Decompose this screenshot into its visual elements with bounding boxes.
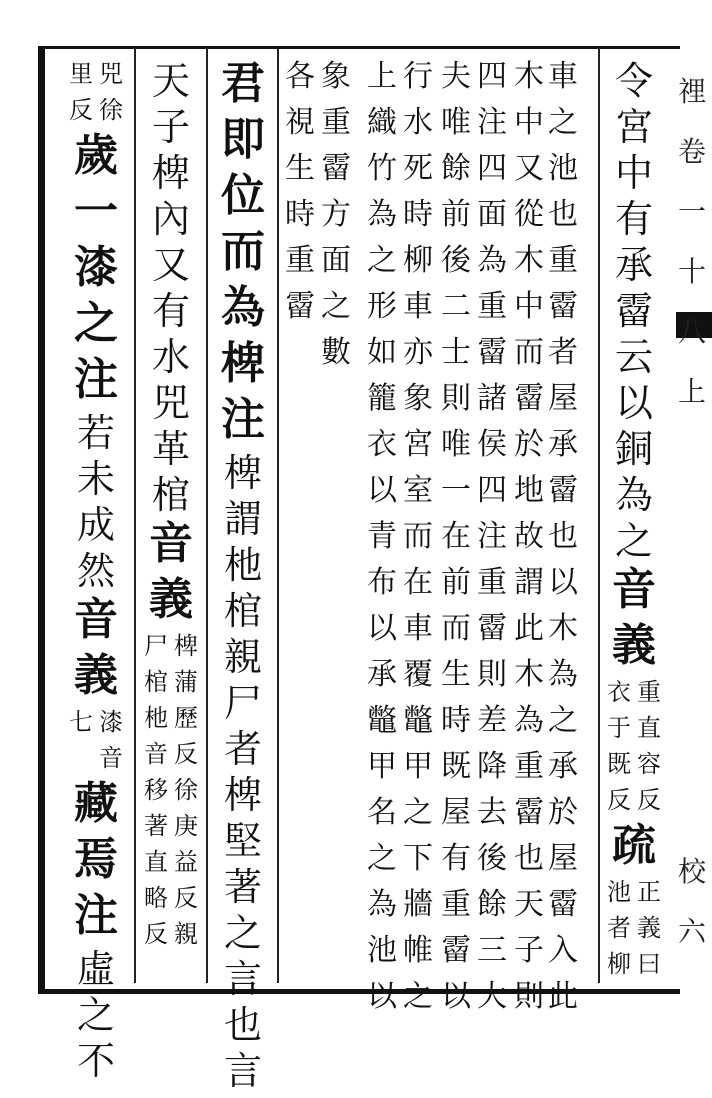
glyph: 後 [441, 243, 471, 278]
glyph: 承 [367, 657, 397, 692]
glyph: 此 [514, 611, 544, 646]
classic-text [221, 394, 265, 454]
glyph: 蒲 [174, 668, 198, 696]
glyph: 杝 [144, 704, 168, 732]
glyph: 車 [403, 289, 433, 324]
glyph: 在 [441, 519, 471, 554]
commentary-double-line [607, 880, 661, 988]
glyph: 上 [367, 59, 397, 94]
glyph: 去 [477, 795, 507, 830]
glyph: 義 [149, 574, 193, 625]
glyph: 車 [403, 611, 433, 646]
glyph: 中 [514, 289, 544, 324]
glyph: 七 [69, 708, 93, 736]
glyph: 室 [403, 473, 433, 508]
glyph: 音 [149, 518, 193, 569]
text-column [607, 59, 661, 988]
glyph: 於 [548, 795, 578, 830]
glyph: 天 [514, 887, 544, 922]
glyph: 四 [477, 473, 507, 508]
glyph: 反 [174, 740, 198, 768]
glyph: 柳 [607, 950, 631, 978]
glyph: 甲 [367, 749, 397, 784]
glyph: 霤 [321, 151, 351, 186]
glyph: 數 [321, 335, 351, 370]
glyph: 有 [151, 289, 190, 333]
glyph: 四 [477, 59, 507, 94]
glyph: 霤 [514, 381, 544, 416]
glyph: 然 [76, 549, 115, 593]
glyph: 故 [514, 519, 544, 554]
glyph: 大 [477, 979, 507, 1014]
glyph: 徐 [99, 96, 123, 124]
glyph: 漆 [74, 242, 118, 293]
glyph: 于 [607, 714, 631, 742]
commentary-text [477, 59, 507, 1028]
glyph: 為 [514, 703, 544, 738]
glyph: 承 [548, 749, 578, 784]
glyph: 重 [477, 565, 507, 600]
commentary-double-line [144, 634, 198, 958]
text-column [360, 59, 404, 1028]
glyph: 徐 [174, 776, 198, 804]
glyph: 令 [614, 59, 653, 103]
glyph: 青 [367, 519, 397, 554]
annotation-text [151, 59, 190, 522]
glyph: 言 [223, 957, 262, 1001]
glyph: 以 [367, 979, 397, 1014]
glyph: 時 [403, 197, 433, 232]
glyph: 不 [76, 1039, 115, 1083]
glyph: 屋 [441, 795, 471, 830]
glyph: 者 [548, 335, 578, 370]
glyph: 親 [174, 920, 198, 948]
glyph: 銅 [614, 427, 653, 471]
glyph: 屋 [548, 381, 578, 416]
glyph: 漆 [99, 708, 123, 736]
glyph: 之 [223, 911, 262, 955]
glyph: 霤 [285, 289, 315, 324]
glyph: 椑 [223, 773, 262, 817]
glyph: 之 [614, 519, 653, 563]
text-column [69, 60, 123, 1088]
glyph: 之 [548, 105, 578, 140]
glyph: 霤 [614, 289, 653, 333]
glyph: 云 [614, 335, 653, 379]
glyph: 名 [367, 795, 397, 830]
glyph: 前 [441, 197, 471, 232]
commentary-text [514, 59, 544, 1028]
glyph: 也 [548, 519, 578, 554]
glyph: 布 [367, 565, 397, 600]
glyph: 則 [514, 979, 544, 1014]
glyph: 著 [223, 865, 262, 909]
glyph: 下 [403, 841, 433, 876]
glyph: 帷 [403, 933, 433, 968]
annotation-text [76, 411, 115, 598]
glyph: 二 [441, 289, 471, 324]
glyph: 者 [223, 727, 262, 771]
glyph: 則 [477, 657, 507, 692]
annotation-text [614, 59, 653, 568]
glyph: 織 [367, 105, 397, 140]
glyph: 注 [74, 354, 118, 405]
text-column [278, 59, 322, 338]
glyph: 直 [144, 848, 168, 876]
glyph: 象 [321, 59, 351, 94]
classic-text [74, 890, 118, 950]
text-column [221, 58, 265, 1098]
glyph: 屋 [548, 841, 578, 876]
glyph: 若 [76, 411, 115, 455]
annotation-text [223, 451, 262, 1098]
glyph: 尸 [144, 632, 168, 660]
column-rule [206, 49, 208, 983]
glyph: 椑 [174, 632, 198, 660]
glyph: 降 [477, 749, 507, 784]
glyph: 反 [144, 920, 168, 948]
glyph: 重 [548, 243, 578, 278]
glyph: 一 [74, 186, 118, 237]
glyph: 唯 [441, 105, 471, 140]
glyph: 既 [441, 749, 471, 784]
edge-glyph: 十 [678, 255, 707, 288]
glyph: 霤 [548, 887, 578, 922]
glyph: 以 [367, 611, 397, 646]
glyph: 為 [614, 473, 653, 517]
glyph: 君 [221, 58, 265, 109]
glyph: 益 [174, 848, 198, 876]
glyph: 衣 [367, 427, 397, 462]
classic-text [74, 778, 118, 894]
glyph: 椑 [223, 451, 262, 495]
glyph: 之 [367, 841, 397, 876]
glyph: 重 [321, 105, 351, 140]
glyph: 棺 [223, 589, 262, 633]
glyph: 謂 [223, 497, 262, 541]
column-rule [134, 49, 136, 983]
classic-text [612, 564, 656, 680]
commentary-subline-right [637, 880, 661, 988]
edge-glyph: 校 [678, 855, 707, 888]
commentary-subline-right [99, 62, 123, 134]
glyph: 於 [514, 427, 544, 462]
commentary-text [285, 59, 315, 338]
glyph: 宮 [614, 105, 653, 149]
glyph: 木 [514, 657, 544, 692]
glyph: 竹 [367, 151, 397, 186]
commentary-subline-left [69, 710, 93, 782]
glyph: 中 [614, 151, 653, 195]
classic-text [221, 58, 265, 398]
glyph: 為 [477, 243, 507, 278]
commentary-text [441, 59, 471, 1028]
glyph: 位 [221, 170, 265, 221]
glyph: 諸 [477, 381, 507, 416]
glyph: 兕 [99, 60, 123, 88]
glyph: 注 [477, 105, 507, 140]
classic-text [74, 130, 118, 358]
glyph: 霤 [477, 335, 507, 370]
glyph: 而 [221, 226, 265, 277]
commentary-subline-left [607, 680, 631, 824]
classic-text [612, 820, 656, 880]
glyph: 音 [99, 744, 123, 772]
glyph: 義 [612, 620, 656, 671]
glyph: 椑 [221, 338, 265, 389]
glyph: 以 [367, 473, 397, 508]
glyph: 為 [367, 197, 397, 232]
glyph: 著 [144, 812, 168, 840]
glyph: 義 [74, 650, 118, 701]
glyph: 甲 [403, 749, 433, 784]
glyph: 視 [285, 105, 315, 140]
glyph: 前 [441, 565, 471, 600]
edge-glyph: 一 [678, 195, 707, 228]
glyph: 差 [477, 703, 507, 738]
commentary-double-line [69, 62, 123, 134]
commentary-text [548, 59, 578, 1028]
glyph: 移 [144, 776, 168, 804]
glyph: 親 [223, 635, 262, 679]
glyph: 承 [614, 243, 653, 287]
glyph: 子 [514, 933, 544, 968]
glyph: 音 [612, 564, 656, 615]
glyph: 內 [151, 197, 190, 241]
glyph: 庚 [174, 812, 198, 840]
glyph: 生 [441, 657, 471, 692]
commentary-subline-left [69, 62, 93, 134]
glyph: 子 [151, 105, 190, 149]
glyph: 為 [367, 887, 397, 922]
glyph: 木 [548, 611, 578, 646]
glyph: 後 [477, 841, 507, 876]
glyph: 木 [514, 59, 544, 94]
glyph: 之 [367, 243, 397, 278]
glyph: 方 [321, 197, 351, 232]
glyph: 以 [548, 565, 578, 600]
edge-glyph: 上 [678, 375, 707, 408]
glyph: 行 [403, 59, 433, 94]
glyph: 霤 [548, 473, 578, 508]
glyph: 兕 [151, 381, 190, 425]
commentary-subline-right [99, 710, 123, 782]
commentary-subline-right [174, 634, 198, 958]
edge-glyph: 𥚃 [678, 75, 707, 108]
glyph: 而 [403, 519, 433, 554]
glyph: 音 [144, 740, 168, 768]
glyph: 藏 [74, 778, 118, 829]
glyph: 霤 [441, 933, 471, 968]
glyph: 各 [285, 59, 315, 94]
glyph: 也 [223, 1003, 262, 1047]
commentary-text [367, 59, 397, 1028]
glyph: 承 [548, 427, 578, 462]
glyph: 霤 [548, 289, 578, 324]
glyph: 而 [441, 611, 471, 646]
glyph: 直 [637, 714, 661, 742]
glyph: 重 [637, 678, 661, 706]
glyph: 有 [441, 841, 471, 876]
glyph: 歷 [174, 704, 198, 732]
classic-text [74, 594, 118, 710]
glyph: 反 [607, 786, 631, 814]
glyph: 虛 [76, 947, 115, 991]
glyph: 三 [477, 933, 507, 968]
glyph: 反 [69, 96, 93, 124]
annotation-text [76, 947, 115, 1088]
glyph: 有 [614, 197, 653, 241]
glyph: 地 [514, 473, 544, 508]
glyph: 歲 [74, 130, 118, 181]
column-rule [598, 49, 600, 983]
glyph: 而 [514, 335, 544, 370]
glyph: 士 [441, 335, 471, 370]
glyph: 池 [607, 878, 631, 906]
classic-text [74, 354, 118, 414]
glyph: 又 [151, 243, 190, 287]
glyph: 成 [76, 503, 115, 547]
commentary-subline-right [637, 680, 661, 824]
glyph: 重 [441, 887, 471, 922]
glyph: 唯 [441, 427, 471, 462]
glyph: 椑 [151, 151, 190, 195]
glyph: 焉 [74, 834, 118, 885]
glyph: 也 [548, 197, 578, 232]
commentary-subline-left [607, 880, 631, 988]
glyph: 為 [221, 282, 265, 333]
glyph: 從 [514, 197, 544, 232]
glyph: 餘 [441, 151, 471, 186]
edge-glyph: 卷 [678, 135, 707, 168]
glyph: 亦 [403, 335, 433, 370]
glyph: 以 [441, 979, 471, 1014]
glyph: 四 [477, 151, 507, 186]
glyph: 革 [151, 427, 190, 471]
glyph: 面 [321, 243, 351, 278]
glyph: 象 [403, 381, 433, 416]
glyph: 義 [637, 914, 661, 942]
glyph: 音 [74, 594, 118, 645]
glyph: 衣 [607, 678, 631, 706]
glyph: 注 [477, 519, 507, 554]
classic-text [149, 518, 193, 634]
glyph: 車 [548, 59, 578, 94]
glyph: 反 [174, 884, 198, 912]
glyph: 也 [514, 841, 544, 876]
glyph: 以 [614, 381, 653, 425]
glyph: 死 [403, 151, 433, 186]
glyph: 籠 [367, 381, 397, 416]
glyph: 正 [637, 878, 661, 906]
glyph: 中 [514, 105, 544, 140]
glyph: 即 [221, 114, 265, 165]
glyph: 尸 [223, 681, 262, 725]
glyph: 注 [221, 394, 265, 445]
adjacent-page-edge [676, 40, 712, 1000]
glyph: 面 [477, 197, 507, 232]
glyph: 池 [548, 151, 578, 186]
glyph: 餘 [477, 887, 507, 922]
glyph: 在 [403, 565, 433, 600]
glyph: 入 [548, 933, 578, 968]
glyph: 水 [403, 105, 433, 140]
glyph: 反 [637, 786, 661, 814]
glyph: 水 [151, 335, 190, 379]
glyph: 為 [548, 657, 578, 692]
glyph: 之 [321, 289, 351, 324]
glyph: 注 [74, 890, 118, 941]
text-column [434, 59, 478, 1028]
glyph: 之 [74, 298, 118, 349]
glyph: 時 [285, 197, 315, 232]
glyph: 曰 [637, 950, 661, 978]
glyph: 木 [514, 243, 544, 278]
glyph: 生 [285, 151, 315, 186]
edge-glyph: 六 [678, 915, 707, 948]
glyph: 疏 [612, 820, 656, 871]
glyph: 宮 [403, 427, 433, 462]
glyph: 之 [548, 703, 578, 738]
glyph: 容 [637, 750, 661, 778]
glyph: 重 [514, 749, 544, 784]
glyph: 謂 [514, 565, 544, 600]
glyph: 如 [367, 335, 397, 370]
glyph: 形 [367, 289, 397, 324]
glyph: 之 [403, 979, 433, 1014]
glyph: 重 [477, 289, 507, 324]
glyph: 覆 [403, 657, 433, 692]
glyph: 略 [144, 884, 168, 912]
glyph: 則 [441, 381, 471, 416]
glyph: 言 [223, 1049, 262, 1093]
glyph: 棺 [144, 668, 168, 696]
glyph: 杝 [223, 543, 262, 587]
glyph: 夫 [441, 59, 471, 94]
glyph: 池 [367, 933, 397, 968]
glyph: 之 [403, 795, 433, 830]
glyph: 霤 [477, 611, 507, 646]
glyph: 天 [151, 59, 190, 103]
glyph: 又 [514, 151, 544, 186]
glyph: 之 [76, 993, 115, 1037]
glyph: 鼈 [403, 703, 433, 738]
commentary-double-line [69, 710, 123, 782]
glyph: 柳 [403, 243, 433, 278]
glyph: 里 [69, 60, 93, 88]
commentary-text [321, 59, 351, 384]
glyph: 牆 [403, 887, 433, 922]
commentary-double-line [607, 680, 661, 824]
glyph: 鼈 [367, 703, 397, 738]
glyph: 此 [548, 979, 578, 1014]
glyph: 棺 [151, 473, 190, 517]
glyph: 者 [607, 914, 631, 942]
glyph: 侯 [477, 427, 507, 462]
text-column [144, 59, 198, 958]
commentary-text [403, 59, 433, 1028]
glyph: 一 [441, 473, 471, 508]
glyph: 既 [607, 750, 631, 778]
glyph: 時 [441, 703, 471, 738]
glyph: 霤 [514, 795, 544, 830]
commentary-subline-left [144, 634, 168, 958]
edge-glyph: 八 [678, 315, 707, 348]
glyph: 堅 [223, 819, 262, 863]
glyph: 重 [285, 243, 315, 278]
glyph: 未 [76, 457, 115, 501]
